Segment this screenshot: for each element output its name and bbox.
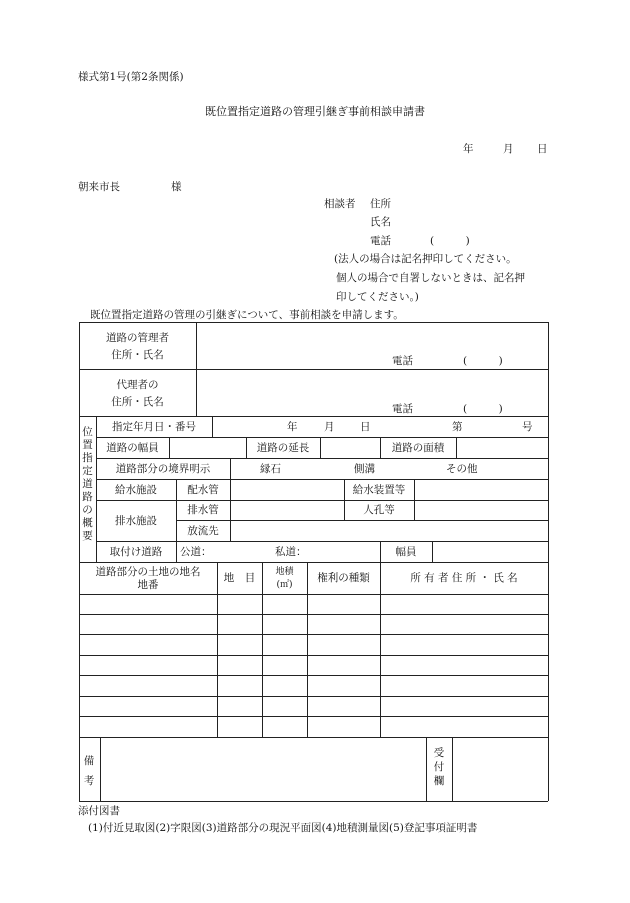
public-road-label: 公道： <box>180 546 212 558</box>
form-title: 既位置指定道路の管理引継ぎ事前相談申請書 <box>205 105 425 118</box>
applicant-name-label: 氏名 <box>370 216 391 228</box>
designation-label: 指定年月日・番号 <box>112 421 196 433</box>
agent-label-2: 住所・氏名 <box>111 396 164 408</box>
recipient: 朝来市長 <box>78 181 120 193</box>
manager-label-1: 道路の管理者 <box>106 332 169 344</box>
water-pipe-label: 配水管 <box>187 484 219 496</box>
date-day-label: 日 <box>537 143 548 155</box>
road-length-label: 道路の延長 <box>256 442 310 454</box>
agent-label-1: 代理者の <box>116 379 159 391</box>
attachments-list: (1)付近見取図(2)字限図(3)道路部分の現況平面図(4)地積測量図(5)登記事項証明書 <box>88 822 478 834</box>
rights-label: 権利の種類 <box>317 572 370 584</box>
remarks-label: 備考 <box>83 755 95 787</box>
applicant-role: 相談者 <box>324 198 356 210</box>
land-name-label-2: 地番 <box>137 579 159 591</box>
applicant-address-label: 住所 <box>370 198 391 210</box>
date-year-label: 年 <box>463 143 474 155</box>
recipient-honorific: 様 <box>171 181 182 193</box>
outlet-label: 放流先 <box>187 525 219 537</box>
owner-label: 所 有 者 住 所 ・ 氏 名 <box>410 572 518 584</box>
manager-phone-parens: ( ) <box>463 355 503 367</box>
reception-label: 受付欄 <box>433 747 445 787</box>
road-width-label: 道路の幅員 <box>106 442 159 454</box>
connecting-road-label: 取付け道路 <box>109 546 163 558</box>
intro-text: 既位置指定道路の管理の引継ぎについて、事前相談を申請します。 <box>90 309 404 321</box>
manager-phone-label: 電話 <box>392 355 413 367</box>
boundary-label: 道路部分の境界明示 <box>115 463 211 475</box>
private-road-label: 私道： <box>275 546 307 558</box>
designation-day: 日 <box>360 421 371 433</box>
manager-label-2: 住所・氏名 <box>111 349 164 361</box>
form-number: 様式第1号(第2条関係) <box>78 71 184 83</box>
signature-note-3: 印してください。) <box>336 291 419 303</box>
road-area-label: 道路の面積 <box>391 442 445 454</box>
agent-phone-parens: ( ) <box>463 403 503 415</box>
designation-year: 年 <box>287 421 298 433</box>
drainage-label: 排水施設 <box>115 515 157 527</box>
applicant-phone-parens: ( ) <box>430 235 470 247</box>
agent-phone-label: 電話 <box>392 403 413 415</box>
designation-month: 月 <box>324 421 335 433</box>
signature-note-2: 個人の場合で自署しないときは、記名押 <box>336 272 525 284</box>
applicant-phone-label: 電話 <box>370 235 391 247</box>
designation-dai: 第 <box>452 421 463 433</box>
road-width-small-label: 幅員 <box>395 546 417 558</box>
land-category-label: 地 目 <box>223 572 256 584</box>
land-name-label-1: 道路部分の土地の地名 <box>95 566 201 578</box>
land-area-label-2: (㎡) <box>276 580 293 590</box>
boundary-gutter: 側溝 <box>354 463 375 475</box>
signature-note-1: (法人の場合は記名押印してください。 <box>334 253 517 265</box>
water-device-label: 給水装置等 <box>352 484 406 496</box>
attachments-label: 添付図書 <box>78 805 120 817</box>
road-overview-section-label: 位置指定道路の概要 <box>82 426 93 542</box>
land-area-label-1: 地積 <box>275 567 294 577</box>
water-supply-label: 給水施設 <box>115 484 157 496</box>
date-month-label: 月 <box>503 143 514 155</box>
boundary-other: その他 <box>446 463 478 475</box>
drain-pipe-label: 排水管 <box>187 504 219 516</box>
designation-go: 号 <box>522 421 533 433</box>
boundary-curb: 縁石 <box>260 463 281 475</box>
manhole-label: 人孔等 <box>363 504 395 516</box>
